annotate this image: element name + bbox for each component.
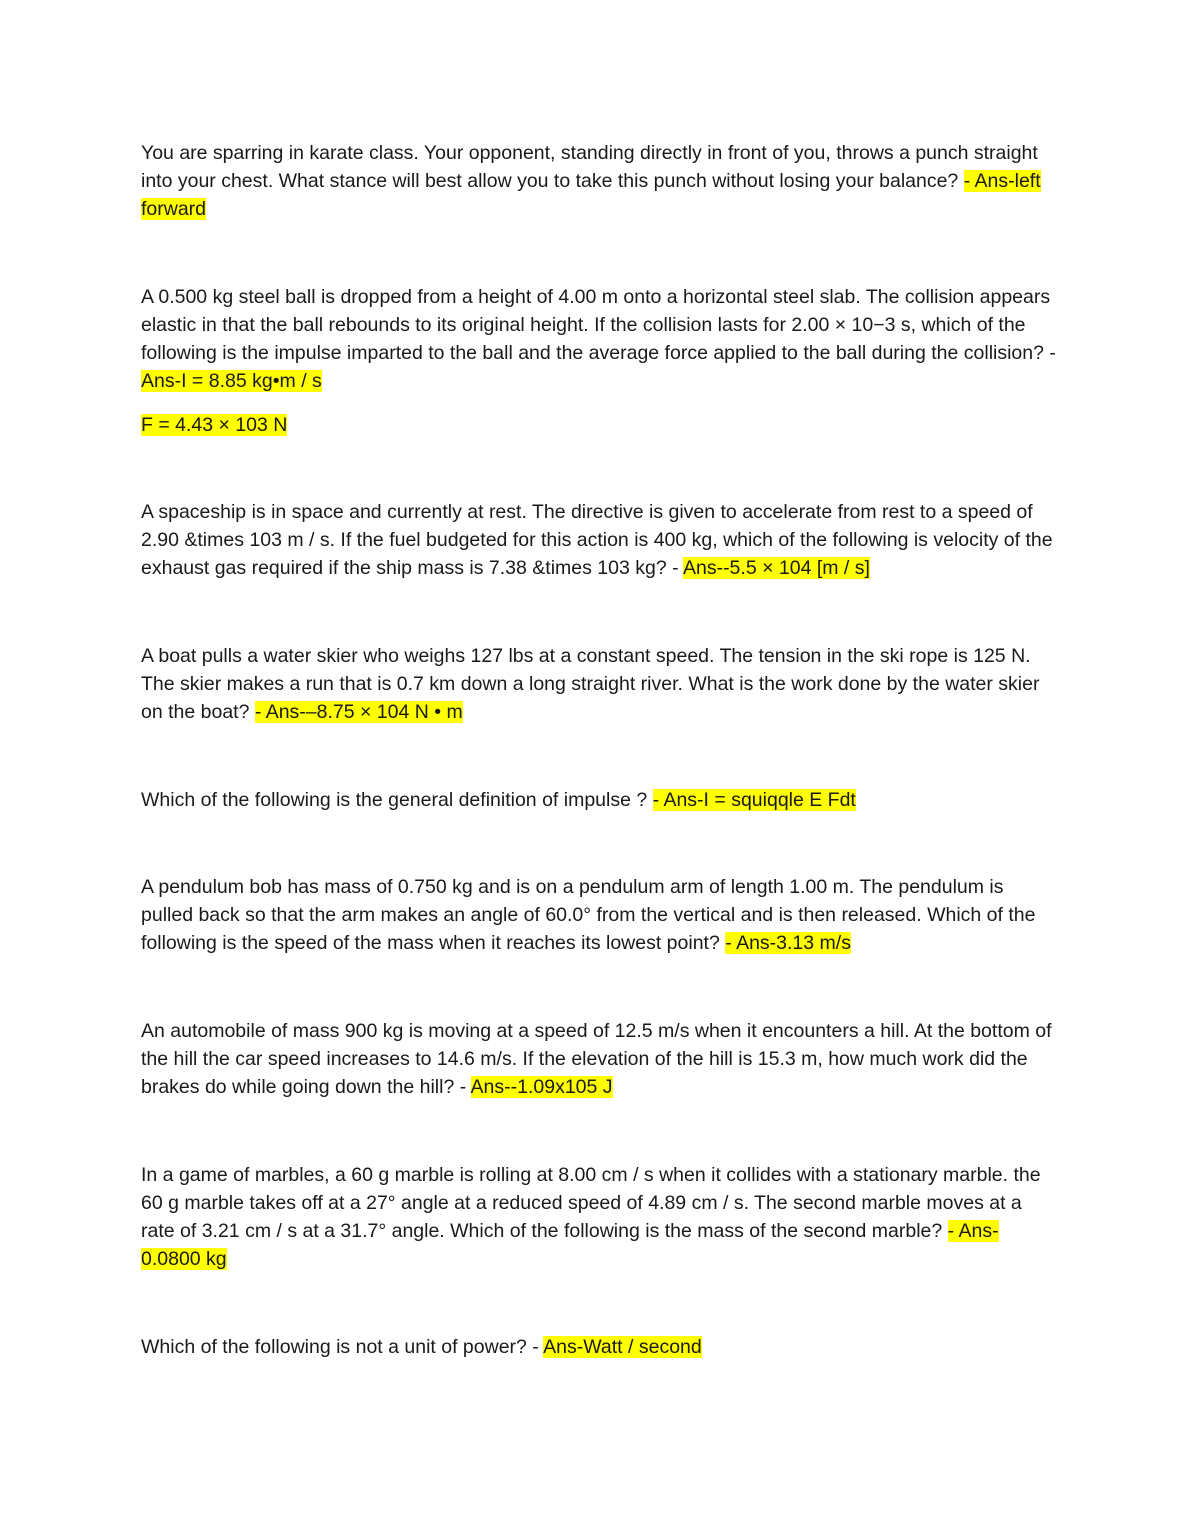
answer-highlight: Ans--1.09x105 J (470, 1076, 613, 1098)
question-text: An automobile of mass 900 kg is moving at a speed of 12.5 m/s when it encounters a hill. At the bottom of the hill the car speed increases to 14.6 m/s. If the elevation of the hill is 15.3 m, how much work did the brakes do while going down the hill? - (141, 1020, 1052, 1098)
answer-highlight: Ans-I = 8.85 kg•m / s (141, 370, 322, 392)
qa-item-2 (141, 283, 1056, 395)
question-text: In a game of marbles, a 60 g marble is rolling at 8.00 cm / s when it collides with a stationary marble. the 60 g marble takes off at a 27° angle at a reduced speed of 4.89 cm / s. The second marble moves at a rate of 3.21 cm / s at a 31.7° angle. Which of the following is the mass of the second marble? (141, 1164, 1041, 1242)
answer-highlight: - Ans-left forward (141, 170, 1041, 220)
question-text: A spaceship is in space and currently at rest. The directive is given to accelerate from rest to a speed of 2.90 &times 103 m / s. If the fuel budgeted for this action is 400 kg, which of the following is velocity of the exhaust gas required if the ship mass is 7.38 &times 103 kg? - (141, 501, 1053, 579)
question-text: A 0.500 kg steel ball is dropped from a height of 4.00 m onto a horizontal steel slab. The collision appears elastic in that the ball rebounds to its original height. If the collision lasts for 2.00 × 10−3 s, which of the following is the impulse imparted to the ball and the average force applied to the ball during the collision? - (141, 286, 1056, 364)
qa-item-6 (141, 873, 1056, 957)
answer-highlight: F = 4.43 × 103 N (141, 414, 288, 436)
qa-item-9 (141, 1333, 1056, 1361)
answer-highlight: - Ans-I = squiqqle E Fdt (652, 789, 856, 811)
qa-item-5 (141, 786, 1056, 814)
answer-highlight: - Ans-0.0800 kg (141, 1220, 999, 1270)
answer-highlight: - Ans-3.13 m/s (725, 932, 851, 954)
qa-item-8 (141, 1161, 1056, 1273)
qa-item-2-answer-continued (141, 411, 1056, 439)
answer-highlight: Ans--5.5 × 104 [m / s] (682, 557, 870, 579)
question-text: Which of the following is the general definition of impulse ? (141, 789, 653, 811)
question-text: Which of the following is not a unit of power? - (141, 1336, 544, 1358)
qa-item-1 (141, 139, 1056, 223)
question-text: A pendulum bob has mass of 0.750 kg and is on a pendulum arm of length 1.00 m. The pendulum is pulled back so that the arm makes an angle of 60.0° from the vertical and is then released. Which of the following is the speed of the mass when it reaches its lowest point? (141, 876, 1036, 954)
qa-item-3 (141, 498, 1056, 582)
qa-item-4 (141, 642, 1056, 726)
answer-highlight: - Ans-–8.75 × 104 N • m (254, 701, 463, 723)
qa-item-7 (141, 1017, 1056, 1101)
question-text: A boat pulls a water skier who weighs 127 lbs at a constant speed. The tension in the ski rope is 125 N. The skier makes a run that is 0.7 km down a long straight river. What is the work done by the water skier on the boat? (141, 645, 1040, 723)
question-text: You are sparring in karate class. Your opponent, standing directly in front of you, throws a punch straight into your chest. What stance will best allow you to take this punch without losing your balance? (141, 142, 1038, 192)
answer-highlight: Ans-Watt / second (543, 1336, 702, 1358)
